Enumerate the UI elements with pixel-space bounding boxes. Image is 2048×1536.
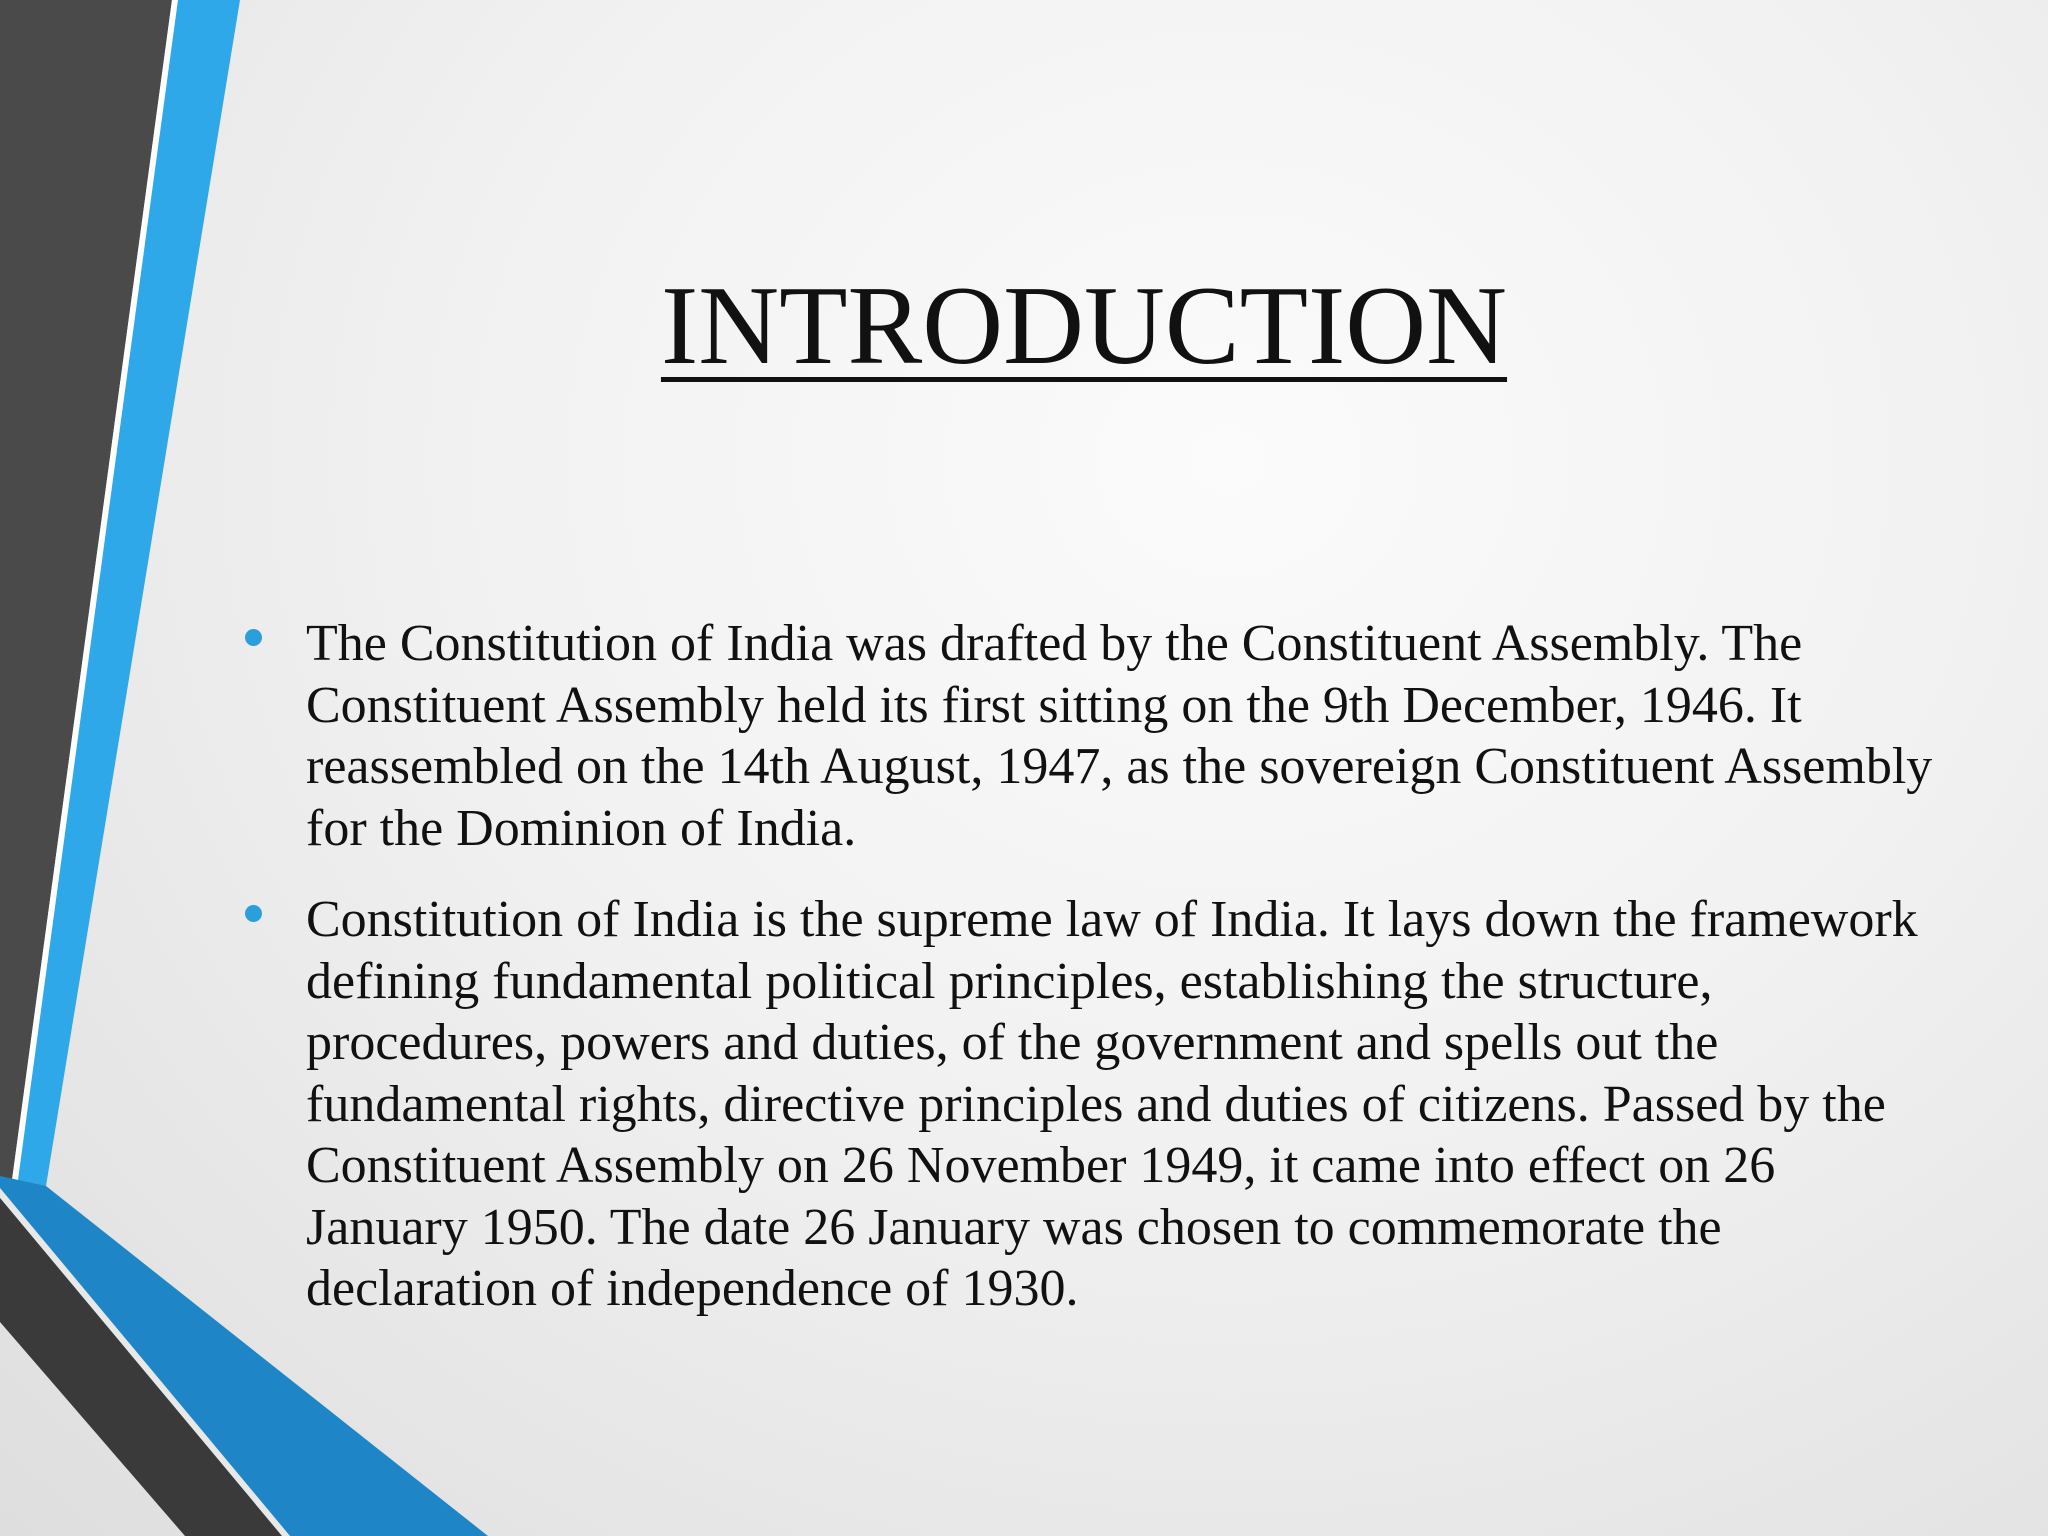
bullet-item	[240, 889, 1940, 1320]
bullet-text: The Constitution of India was drafted by the Constituent Assembly. The Constituent Assembly held its first sitting on the 9th December, 1946. It reassembled on the 14th August, 1947, as the sovereign Constituent Assembly for the Dominion of India.	[306, 615, 1933, 857]
bullet-dot-icon	[245, 629, 262, 646]
bullet-item	[240, 613, 1940, 859]
bullet-dot-icon	[245, 905, 262, 922]
bullet-list	[240, 613, 1940, 1350]
dark-gray-stripe	[0, 0, 172, 1180]
slide-title: INTRODUCTION	[660, 264, 1508, 388]
bullet-text: Constitution of India is the supreme law of India. It lays down the framework defining fundamental political principles, establishing the structure, procedures, powers and duties, of the government and spells out the fundamental rights, directive principles and duties of citizens. Passed by the Constituent Assembly on 26 November 1949, it came into effect on 26 January 1950. The date 26 January was chosen to commemorate the declaration of independence of 1930.	[306, 891, 1918, 1317]
